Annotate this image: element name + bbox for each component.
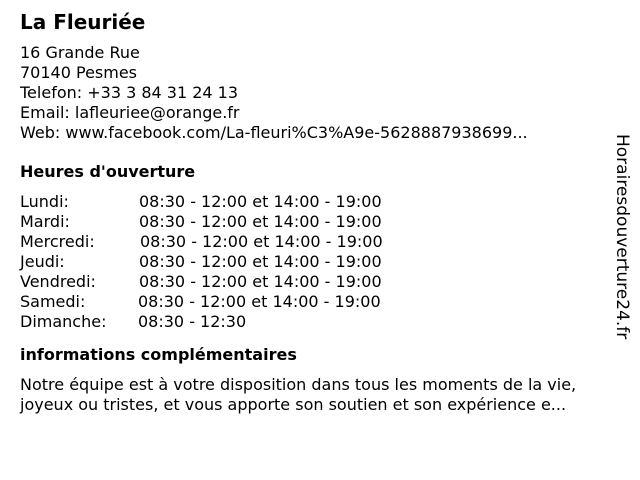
opening-hours-table <box>20 192 610 332</box>
business-name: La Fleuriée <box>20 10 146 34</box>
address-street: 16 Grande Rue <box>20 43 140 62</box>
site-brand-watermark: Horairesdouverture24.fr <box>612 134 632 340</box>
phone-number: Telefon: +33 3 84 31 24 13 <box>20 83 239 102</box>
hours-row-monday <box>20 192 610 212</box>
hours-row-thursday <box>20 252 610 272</box>
additional-info-line-2: joyeux ou tristes, et vous apporte son soutien et son expérience e... <box>20 395 567 414</box>
opening-hours-title: Heures d'ouverture <box>20 162 196 181</box>
day-hours: 08:30 - 12:00 et 14:00 - 19:00 <box>138 292 381 311</box>
day-label: Mercredi: <box>20 232 95 251</box>
additional-info-title: informations complémentaires <box>20 345 297 364</box>
day-label: Dimanche: <box>20 312 107 331</box>
address-city: 70140 Pesmes <box>20 63 138 82</box>
additional-info-line-1: Notre équipe est à votre disposition dans tous les moments de la vie, <box>20 375 577 394</box>
hours-row-tuesday <box>20 212 610 232</box>
hours-row-friday <box>20 272 610 292</box>
hours-row-sunday <box>20 312 610 332</box>
day-hours: 08:30 - 12:00 et 14:00 - 19:00 <box>139 192 382 211</box>
day-label: Lundi: <box>20 192 69 211</box>
day-hours: 08:30 - 12:00 et 14:00 - 19:00 <box>139 272 382 291</box>
day-hours: 08:30 - 12:00 et 14:00 - 19:00 <box>139 212 382 231</box>
day-hours: 08:30 - 12:00 et 14:00 - 19:00 <box>139 252 382 271</box>
day-label: Samedi: <box>20 292 86 311</box>
day-label: Vendredi: <box>20 272 96 291</box>
day-label: Mardi: <box>20 212 70 231</box>
website-link[interactable]: Web: www.facebook.com/La-fleuri%C3%A9e-5628887938699... <box>20 123 528 142</box>
day-hours: 08:30 - 12:00 et 14:00 - 19:00 <box>140 232 383 251</box>
hours-row-saturday <box>20 292 610 312</box>
business-card <box>20 8 610 415</box>
email-address: Email: lafleuriee@orange.fr <box>20 103 240 122</box>
day-hours: 08:30 - 12:30 <box>138 312 247 331</box>
day-label: Jeudi: <box>20 252 65 271</box>
hours-row-wednesday <box>20 232 610 252</box>
